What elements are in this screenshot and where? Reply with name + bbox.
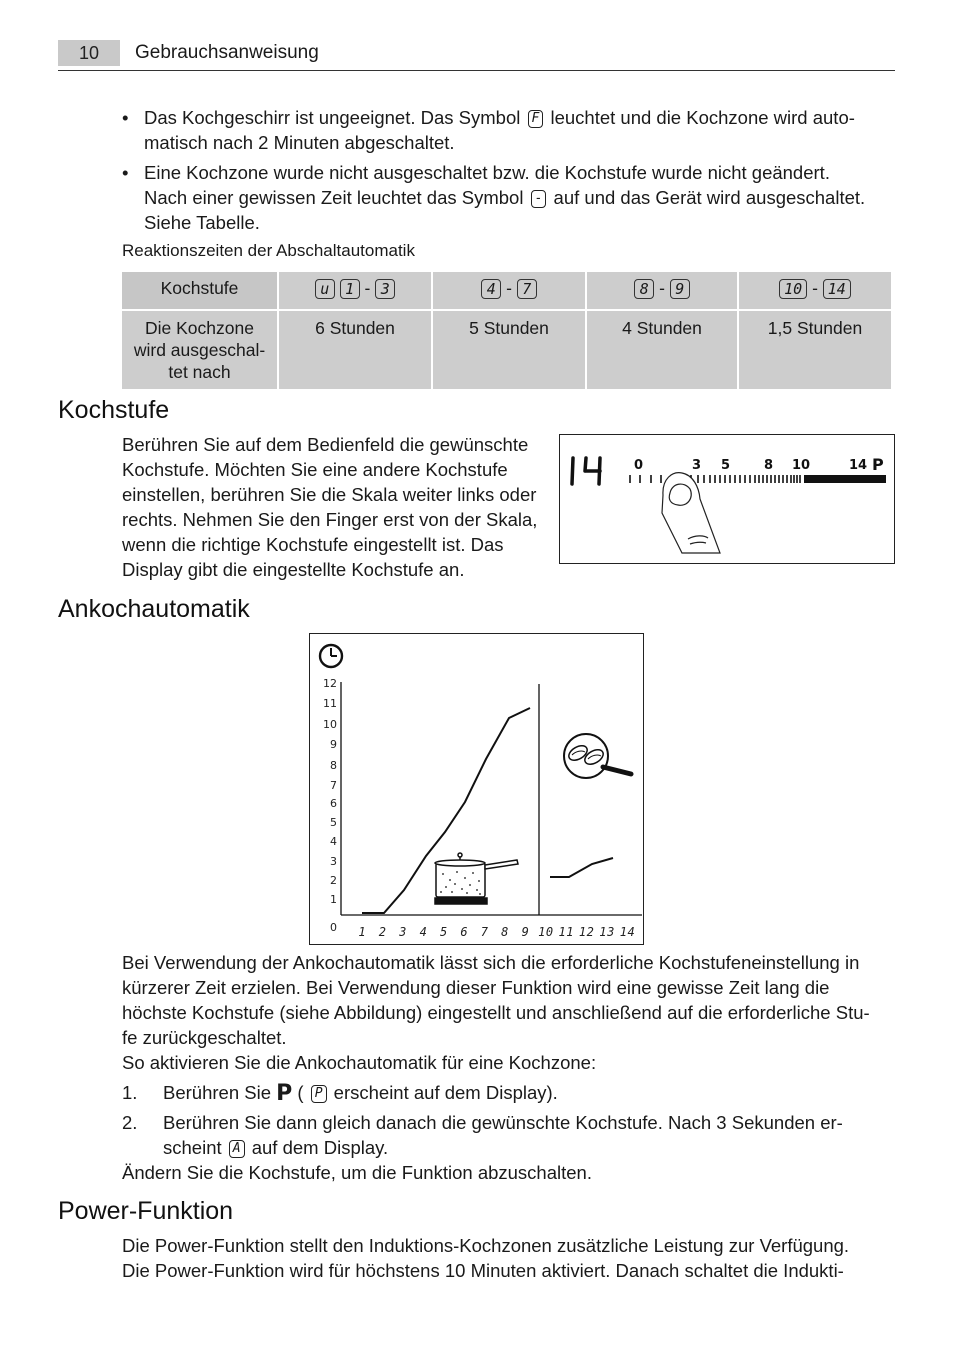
bullet-dot: • xyxy=(122,107,129,128)
x-tick-label: 14 xyxy=(619,925,635,939)
text-line: Die Power-Funktion stellt den Induktions-Kochzonen zusätzliche Leistung zur Verfügung. xyxy=(122,1235,850,1256)
display-digits-14 xyxy=(572,458,600,484)
bullet-text: Nach einer gewissen Zeit leuchtet das Symbol xyxy=(144,187,529,208)
scale-label-p: P xyxy=(872,455,884,474)
scale-ticks xyxy=(630,475,800,483)
header-title: Gebrauchsanweisung xyxy=(135,42,319,63)
bullet-dot: • xyxy=(122,162,129,183)
text-line: einstellen, berühren Sie die Skala weiter links oder xyxy=(122,484,537,505)
dash-symbol: - xyxy=(531,190,547,208)
scale-label: 8 xyxy=(764,458,774,473)
level-symbol: 1 xyxy=(340,279,360,299)
x-tick-label: 4 xyxy=(419,925,427,939)
scale-label: 3 xyxy=(692,458,702,473)
step-number: 1. xyxy=(122,1082,138,1103)
level-range-cell xyxy=(587,272,737,309)
ankoch-graph xyxy=(309,633,644,945)
level-symbol: 9 xyxy=(670,279,690,299)
y-tick-label: 11 xyxy=(323,697,337,710)
scale-label: 0 xyxy=(634,458,644,473)
heading-ankochautomatik: Ankochautomatik xyxy=(58,595,250,623)
bullet-text: Das Kochgeschirr ist ungeeignet. Das Symbol xyxy=(144,107,526,128)
row-label-kochstufe: Kochstufe xyxy=(122,272,277,309)
x-tick-label: 3 xyxy=(399,925,407,939)
table-caption: Reaktionszeiten der Abschaltautomatik xyxy=(122,241,415,260)
time-cell: 1,5 Stunden xyxy=(739,311,891,389)
y-tick-label: 4 xyxy=(330,835,337,848)
heading-kochstufe: Kochstufe xyxy=(58,396,170,424)
text-line: Kochstufe. Möchten Sie eine andere Kochstufe xyxy=(122,459,508,480)
scale-label: 14 xyxy=(849,458,868,473)
y-tick-label: 9 xyxy=(330,738,337,751)
y-tick-label: 2 xyxy=(330,874,337,887)
x-tick-label: 8 xyxy=(501,925,509,939)
step-text: ( xyxy=(292,1082,309,1103)
finger-icon xyxy=(662,473,720,553)
bullet-text: auf und das Gerät wird ausgeschaltet. xyxy=(548,187,866,208)
y-tick-label: 1 xyxy=(330,893,337,906)
range-dash: - xyxy=(659,278,665,298)
x-tick-label: 11 xyxy=(558,925,574,939)
level-symbol: 8 xyxy=(634,279,654,299)
table-row xyxy=(122,272,891,309)
x-tick-label: 7 xyxy=(480,925,489,939)
control-panel-illustration xyxy=(559,434,895,564)
clock-icon xyxy=(320,645,342,667)
step-text: Berühren Sie xyxy=(163,1082,277,1103)
pot-icon xyxy=(435,853,518,904)
bullet-text: leuchtet und die Kochzone wird auto- xyxy=(545,107,855,128)
table-row xyxy=(122,311,891,389)
range-dash: - xyxy=(364,278,371,298)
x-tick-label: 12 xyxy=(578,925,594,939)
time-cell: 4 Stunden xyxy=(587,311,737,389)
label-line: wird ausgeschal- xyxy=(133,340,266,360)
y-tick-label: 5 xyxy=(330,816,337,829)
range-dash: - xyxy=(812,278,818,298)
time-cell: 6 Stunden xyxy=(279,311,431,389)
step-text: auf dem Display. xyxy=(246,1137,389,1158)
step-text: scheint xyxy=(163,1137,227,1158)
simmer-curve xyxy=(550,858,613,877)
y-tick-label: 7 xyxy=(330,779,337,792)
bullet-text: Siehe Tabelle. xyxy=(144,212,260,233)
scale-label: 10 xyxy=(792,458,811,473)
level-range-cell xyxy=(433,272,585,309)
page-number: 10 xyxy=(58,40,120,66)
text-line: So aktivieren Sie die Ankochautomatik für eine Kochzone: xyxy=(122,1052,597,1073)
power-paragraph xyxy=(122,1233,897,1283)
kochstufe-paragraph xyxy=(122,432,552,582)
label-line: Die Kochzone xyxy=(145,318,254,338)
scale-filled-bar xyxy=(804,475,886,483)
y-tick-label: 6 xyxy=(330,797,337,810)
text-line: höchste Kochstufe (siehe Abbildung) eingestellt und anschließend auf die erforderliche Stu- xyxy=(122,1002,870,1023)
x-tick-label: 13 xyxy=(599,925,615,939)
display-digits-label: 14 xyxy=(560,435,562,436)
heading-power-funktion: Power-Funktion xyxy=(58,1197,234,1225)
bullet-text: Eine Kochzone wurde nicht ausgeschaltet bzw. die Kochstufe wurde nicht geändert. xyxy=(144,162,830,183)
y-tick-label: 10 xyxy=(323,718,337,731)
text-line: kürzerer Zeit erzielen. Bei Verwendung dieser Funktion wird eine gewisse Zeit lang die xyxy=(122,977,830,998)
text-line: fe zurückgeschaltet. xyxy=(122,1027,287,1048)
magnifier-icon xyxy=(564,734,631,778)
y-tick-label: 3 xyxy=(330,855,337,868)
header-rule xyxy=(58,70,895,71)
p-key-symbol: P xyxy=(276,1081,293,1106)
error-f-symbol: F xyxy=(528,110,544,128)
x-tick-label: 1 xyxy=(358,925,366,939)
level-symbol: 14 xyxy=(823,279,851,299)
level-range-cell xyxy=(739,272,891,309)
label-line: tet nach xyxy=(168,362,231,382)
ankoch-paragraph xyxy=(122,950,897,1075)
a-display-symbol: A xyxy=(229,1140,245,1158)
p-display-symbol: P xyxy=(311,1085,327,1103)
x-tick-label: 5 xyxy=(439,925,448,939)
level-range-cell xyxy=(279,272,431,309)
text-line: Die Power-Funktion wird für höchstens 10 Minuten aktiviert. Danach schaltet die Indukti- xyxy=(122,1260,844,1281)
y-tick-label: 12 xyxy=(323,677,337,690)
bullet-text: matisch nach 2 Minuten abgeschaltet. xyxy=(144,132,455,153)
level-symbol: 4 xyxy=(481,279,501,299)
text-line: Berühren Sie auf dem Bedienfeld die gewünschte xyxy=(122,434,529,455)
x-tick-label: 2 xyxy=(378,925,387,939)
y-tick-label: 8 xyxy=(330,759,337,772)
time-cell: 5 Stunden xyxy=(433,311,585,389)
ankoch-closing: Ändern Sie die Kochstufe, um die Funktion abzuschalten. xyxy=(122,1162,592,1183)
y-tick-label: 0 xyxy=(330,921,337,934)
step-text: Berühren Sie dann gleich danach die gewünschte Kochstufe. Nach 3 Sekunden er- xyxy=(163,1112,843,1133)
x-tick-label: 9 xyxy=(521,925,529,939)
range-dash: - xyxy=(506,278,512,298)
step-text: erscheint auf dem Display). xyxy=(328,1082,558,1103)
shutoff-table xyxy=(120,270,893,391)
text-line: Bei Verwendung der Ankochautomatik lässt sich die erforderliche Kochstufeneinstellung in xyxy=(122,952,860,973)
level-symbol: 10 xyxy=(779,279,807,299)
level-symbol: 3 xyxy=(375,279,395,299)
level-symbol: u xyxy=(315,279,335,299)
x-tick-label: 6 xyxy=(460,925,468,939)
text-line: wenn die richtige Kochstufe eingestellt ist. Das xyxy=(122,534,504,555)
text-line: Display gibt die eingestellte Kochstufe an. xyxy=(122,559,465,580)
row-label-shutoff xyxy=(122,311,277,389)
scale-label: 5 xyxy=(721,458,731,473)
text-line: rechts. Nehmen Sie den Finger erst von der Skala, xyxy=(122,509,538,530)
step-number: 2. xyxy=(122,1112,138,1133)
x-tick-label: 10 xyxy=(538,925,554,939)
level-symbol: 7 xyxy=(517,279,537,299)
